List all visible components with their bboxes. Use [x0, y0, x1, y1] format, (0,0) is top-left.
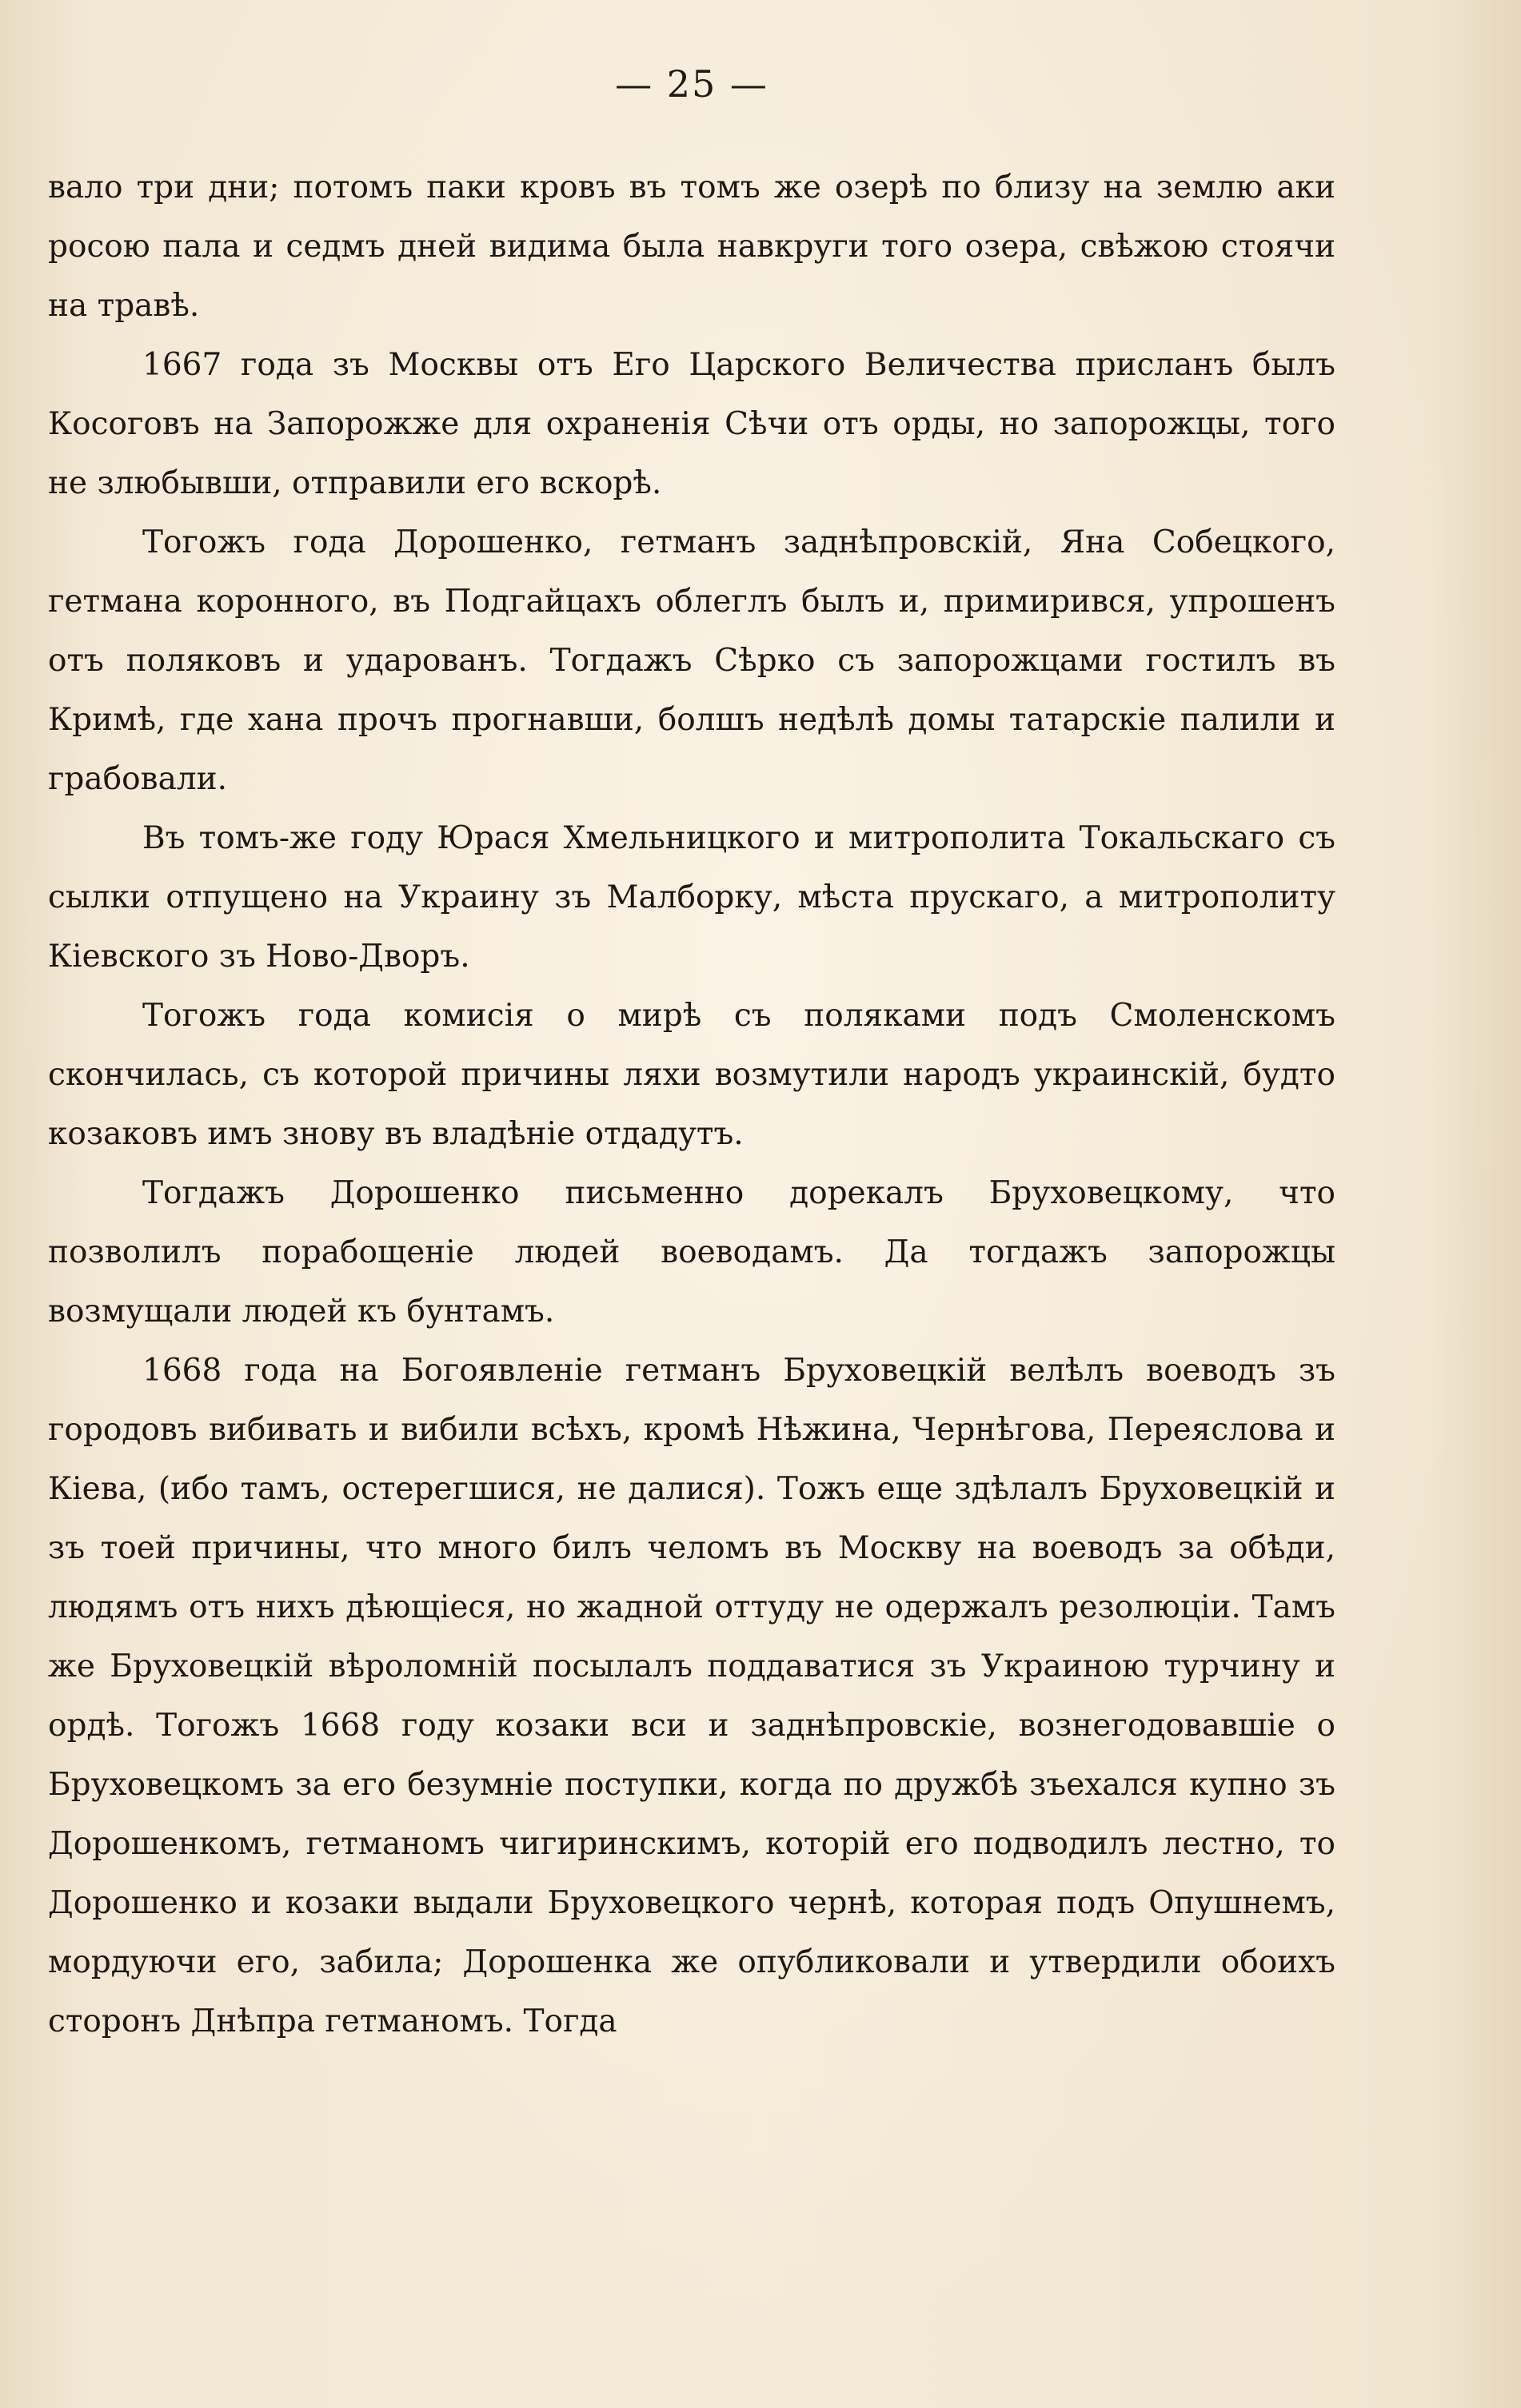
paragraph-7: 1668 года на Богоявленіе гетманъ Бруховецкій велѣлъ воеводъ зъ городовъ вибивать и вибили всѣхъ, кромѣ Нѣжина, Чернѣгова, Переяслова и Кіева, (ибо тамъ, остерегшися, не далися). Тожъ еще здѣлалъ Бруховецкій и зъ тоей причины, что много билъ челомъ въ Москву на воеводъ за обѣди, людямъ отъ нихъ дѣющіеся, но жадной оттуду не одержалъ резолюціи. Тамъ же Бруховецкій вѣроломній посылалъ поддаватися зъ Украиною турчину и ордѣ. Тогожъ 1668 году козаки вси и заднѣпровскіе, вознегодовавшіе о Бруховецкомъ за его безумніе поступки, когда по дружбѣ зъехался купно зъ Дорошенкомъ, гетманомъ чигиринскимъ, которій его подводилъ лестно, то Дорошенко и козаки выдали Бруховецкого чернѣ, которая подъ Опушнемъ, мордуючи его, забила; Дорошенка же опубликовали и утвердили обоихъ сторонъ Днѣпра гетманомъ. Тогда: [48, 1353, 1335, 2039]
paragraph-2: 1667 года зъ Москвы отъ Его Царского Величества присланъ былъ Косоговъ на Запорожже для охраненія Сѣчи отъ орды, но запорожцы, того не злюбывши, отправили его вскорѣ.: [48, 347, 1335, 501]
paragraph-4: Въ томъ-же году Юрася Хмельницкого и митрополита Токальскаго съ сылки отпущено на Украину зъ Малборку, мѣста прускаго, а митрополиту Кіевского зъ Ново-Дворъ.: [48, 820, 1335, 975]
paragraph-6: Тогдажъ Дорошенко письменно дорекалъ Бруховецкому, что позволилъ порабощеніе людей воеводамъ. Да тогдажъ запорожцы возмущали людей къ бунтамъ.: [48, 1175, 1335, 1330]
paragraph-3: Тогожъ года Дорошенко, гетманъ заднѣпровскій, Яна Собецкого, гетмана коронного, въ Подгайцахъ облеглъ былъ и, примирився, упрошенъ отъ поляковъ и ударованъ. Тогдажъ Сѣрко съ запорожцами гостилъ въ Кримѣ, где хана прочъ прогнавши, болшъ недѣлѣ домы татарскіе палили и грабовали.: [48, 524, 1335, 797]
paragraph-5: Тогожъ года комисія о мирѣ съ поляками подъ Смоленскомъ скончилась, съ которой причины ляхи возмутили народъ украинскій, будто козаковъ имъ знову въ владѣніе отдадутъ.: [48, 998, 1335, 1152]
page-number: — 25 —: [615, 62, 768, 106]
page-body: [48, 158, 1335, 2051]
paragraph-1: вало три дни; потомъ паки кровъ въ томъ же озерѣ по близу на землю аки росою пала и седмъ дней видима была навкруги того озера, свѣжою стоячи на травѣ.: [48, 169, 1335, 324]
